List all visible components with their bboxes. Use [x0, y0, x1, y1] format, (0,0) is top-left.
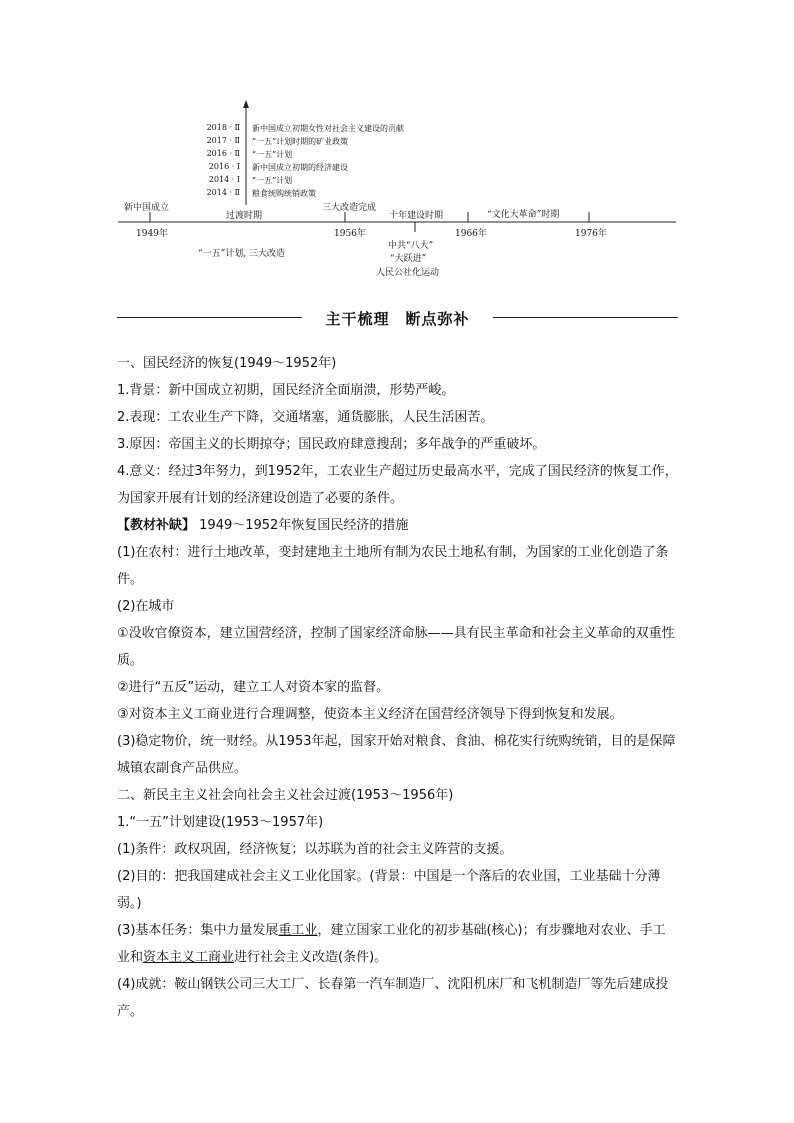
exam-code: 2014 · Ⅰ	[208, 175, 240, 184]
paragraph: (3)稳定物价，统一财经。从1953年起，国家开始对粮食、食油、棉花实行统购统销，目的是保障城镇农副食产品供应。	[117, 734, 676, 776]
label-transition: 过渡时期	[226, 211, 263, 221]
paragraph: 1.背景：新中国成立初期，国民经济全面崩溃，形势严峻。	[117, 383, 455, 398]
paragraph: 1.“一五”计划建设(1953～1957年)	[117, 815, 324, 830]
paragraph	[117, 917, 678, 971]
underlined-term: 重工业	[278, 923, 318, 938]
label-cultural-revolution: “文化大革命”时期	[487, 210, 560, 220]
paragraph: (4)成就：鞍山钢铁公司三大工厂、长春第一汽车制造厂、沈阳机床厂和飞机制造厂等先后建成投产。	[117, 977, 669, 1019]
supplement-heading	[117, 512, 678, 539]
supplement-tag: 【教材补缺】	[117, 518, 196, 533]
year-1976: 1976年	[575, 229, 607, 239]
text-run: 进行社会主义改造(条件)。	[234, 950, 388, 965]
main-content	[117, 350, 678, 1025]
section-title: 主干梳理 断点弥补	[325, 310, 470, 328]
year-1966: 1966年	[455, 229, 487, 239]
exam-code: 2014 · Ⅱ	[206, 188, 240, 197]
label-fyp-reforms: “一五”计划, 三大改造	[198, 249, 285, 259]
paragraph: ②进行“五反”运动，建立工人对资本家的监督。	[117, 680, 390, 695]
label-great-leap: “大跃进”	[390, 254, 427, 264]
supplement-title: 1949～1952年恢复国民经济的措施	[195, 518, 409, 533]
exam-text: “一五”计划	[252, 150, 293, 159]
section-2-title: 二、新民主主义社会向社会主义社会过渡(1953～1956年)	[117, 788, 454, 803]
label-communes: 人民公社化运动	[376, 268, 440, 278]
section-1-title: 一、国民经济的恢复(1949～1952年)	[117, 356, 337, 371]
paragraph: ③对资本主义工商业进行合理调整，使资本主义经济在国营经济领导下得到恢复和发展。	[117, 707, 623, 722]
exam-text: 新中国成立初期的经济建设	[252, 163, 348, 172]
text-run: (3)基本任务：集中力量发展	[117, 923, 279, 938]
underlined-term: 资本主义工商业	[143, 950, 235, 965]
exam-code: 2018 · Ⅱ	[206, 123, 240, 132]
timeline-arrow-head	[243, 100, 249, 108]
section-heading	[117, 306, 678, 330]
paragraph: ①没收官僚资本，建立国营经济，控制了国家经济命脉——具有民主革命和社会主义革命的双重性质。	[117, 626, 675, 668]
exam-text: “一五”计划时期的矿业政策	[252, 137, 349, 146]
exam-text: 新中国成立初期女性对社会主义建设的贡献	[252, 124, 404, 133]
exam-code: 2016 · Ⅰ	[208, 162, 240, 171]
paragraph: 2.表现：工农业生产下降，交通堵塞，通货膨胀，人民生活困苦。	[117, 410, 494, 425]
label-ten-years: 十年建设时期	[389, 211, 444, 221]
label-founding: 新中国成立	[124, 203, 170, 213]
year-1956: 1956年	[334, 229, 366, 239]
paragraph: (1)在农村：进行土地改革，变封建地主土地所有制为农民土地私有制，为国家的工业化创造了条件。	[117, 545, 669, 587]
year-1949: 1949年	[136, 229, 168, 239]
paragraph: (2)目的：把我国建成社会主义工业化国家。(背景：中国是一个落后的农业国，工业基础十分薄弱。)	[117, 869, 661, 911]
exam-text: 粮食统购统销政策	[252, 189, 316, 198]
paragraph: (2)在城市	[117, 599, 175, 614]
text-run: ，建立国家工业化的初步基础(核心)；有步骤地对农业、手工业和	[117, 923, 666, 965]
paragraph: (1)条件：政权巩固，经济恢复；以苏联为首的社会主义阵营的支援。	[117, 842, 513, 857]
label-eighth-congress: 中共“八大”	[388, 241, 434, 251]
exam-code: 2016 · Ⅱ	[206, 149, 240, 158]
exam-text: “一五”计划	[252, 176, 293, 185]
paragraph: 3.原因：帝国主义的长期掠夺；国民政府肆意搜刮；多年战争的严重破坏。	[117, 437, 546, 452]
paragraph: 4.意义：经过3年努力，到1952年，工农业生产超过历史最高水平，完成了国民经济的恢复工作，为国家开展有计划的经济建设创造了必要的条件。	[117, 464, 678, 506]
label-three-reforms-done: 三大改造完成	[322, 203, 377, 213]
exam-code: 2017 · Ⅱ	[206, 136, 240, 145]
